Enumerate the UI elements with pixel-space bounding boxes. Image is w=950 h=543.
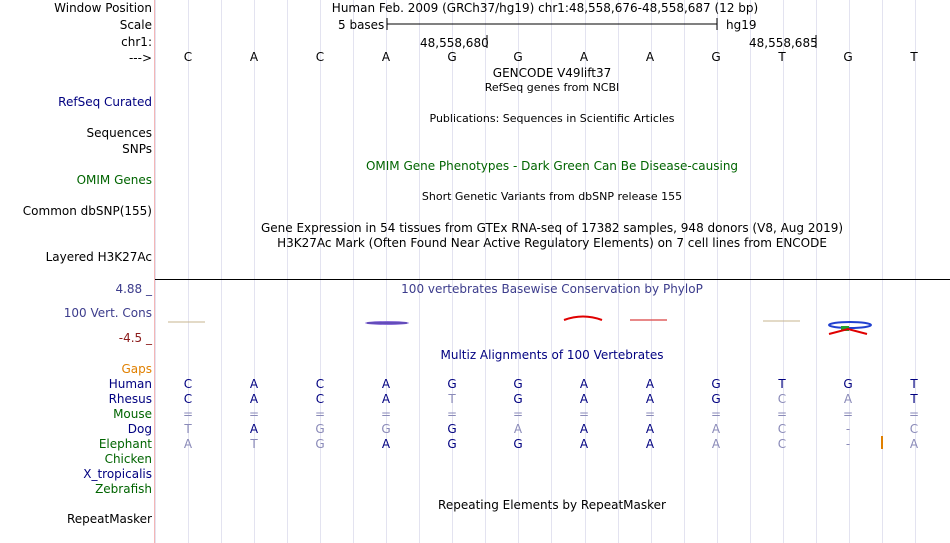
alignment-base: C (777, 437, 787, 451)
species-label-elephant[interactable]: Elephant (98, 437, 152, 451)
alignment-base: C (183, 377, 193, 391)
reference-base: C (183, 50, 193, 64)
gridline (221, 0, 222, 543)
alignment-base: A (381, 392, 391, 406)
refseq-track-subtitle[interactable]: RefSeq genes from NCBI (484, 81, 620, 94)
repeatmasker-track-title[interactable]: Repeating Elements by RepeatMasker (438, 498, 666, 512)
reference-base: T (910, 50, 918, 64)
alignment-base: = (248, 407, 260, 421)
cons-mark-6-base (829, 329, 867, 334)
cons-mark-3 (564, 317, 602, 321)
species-label-human[interactable]: Human (108, 377, 152, 391)
reference-base: T (778, 50, 786, 64)
species-label-zebrafish[interactable]: Zebrafish (95, 482, 152, 496)
repeatmasker-label[interactable]: RepeatMasker (66, 512, 152, 526)
alignment-base: A (645, 437, 655, 451)
reference-base: C (315, 50, 325, 64)
alignment-base: T (778, 377, 786, 391)
alignment-base: = (710, 407, 722, 421)
alignment-base: A (381, 377, 391, 391)
publications-track-title[interactable]: Publications: Sequences in Scientific Articles (429, 112, 675, 125)
common-dbsnp-label[interactable]: Common dbSNP(155) (22, 204, 152, 218)
assembly-label: hg19 (726, 18, 757, 32)
h3k27ac-track-title[interactable]: H3K27Ac Mark (Often Found Near Active Regulatory Elements) on 7 cell lines from ENCODE (277, 236, 827, 250)
strand-arrow-label[interactable]: ---> (128, 51, 152, 65)
species-label-x_tropicalis[interactable]: X_tropicalis (83, 467, 152, 481)
track-divider (155, 279, 950, 280)
gridline (882, 0, 883, 543)
species-label-mouse[interactable]: Mouse (113, 407, 152, 421)
coordinate-1: 48,558,680 (420, 36, 489, 50)
alignment-base: A (183, 437, 193, 451)
alignment-base: A (909, 437, 919, 451)
alignment-base: G (711, 392, 721, 406)
alignment-base: A (645, 422, 655, 436)
alignment-base: C (315, 377, 325, 391)
alignment-base: = (776, 407, 788, 421)
conservation-plot[interactable] (155, 312, 950, 336)
scale-label: Scale (119, 18, 152, 32)
gridline (188, 0, 189, 543)
reference-base: G (513, 50, 523, 64)
alignment-base: = (578, 407, 590, 421)
track-image[interactable] (155, 0, 950, 543)
dbsnp-track-title[interactable]: Short Genetic Variants from dbSNP release 155 (421, 190, 683, 203)
species-label-chicken[interactable]: Chicken (104, 452, 152, 466)
alignment-base: C (909, 422, 919, 436)
coordinate-2: 48,558,685 (749, 36, 818, 50)
gridline (287, 0, 288, 543)
alignment-base: T (184, 422, 192, 436)
gtex-track-title[interactable]: Gene Expression in 54 tissues from GTEx RNA-seq of 17382 samples, 948 donors (V8, Aug 2019) (260, 221, 844, 235)
alignment-base: A (645, 392, 655, 406)
species-label-rhesus[interactable]: Rhesus (108, 392, 152, 406)
conservation-min-label: -4.5 _ (118, 331, 152, 345)
alignment-base: G (447, 377, 457, 391)
cons-mark-6 (829, 322, 871, 328)
species-label-dog[interactable]: Dog (127, 422, 152, 436)
chromosome-label: chr1: (121, 35, 152, 49)
window-position-label: Window Position (54, 1, 152, 15)
alignment-base: = (446, 407, 458, 421)
alignment-base: G (447, 422, 457, 436)
gridline (155, 0, 156, 543)
reference-base: A (381, 50, 391, 64)
reference-base: A (579, 50, 589, 64)
alignment-base: = (512, 407, 524, 421)
refseq-curated-label[interactable]: RefSeq Curated (58, 95, 152, 109)
alignment-base: A (645, 377, 655, 391)
alignment-base: A (249, 377, 259, 391)
gaps-label[interactable]: Gaps (121, 362, 152, 376)
alignment-base: A (381, 437, 391, 451)
scale-bar (155, 0, 950, 60)
alignment-base: T (910, 392, 918, 406)
alignment-base: A (579, 392, 589, 406)
gridline (254, 0, 255, 543)
gridline (849, 0, 850, 543)
alignment-base: A (249, 392, 259, 406)
alignment-base: = (314, 407, 326, 421)
gencode-track-title[interactable]: GENCODE V49lift37 (492, 66, 612, 80)
alignment-base: T (910, 377, 918, 391)
alignment-base: C (183, 392, 193, 406)
conservation-max-label: 4.88 _ (115, 282, 152, 296)
alignment-base: A (579, 437, 589, 451)
gridline (816, 0, 817, 543)
snps-label[interactable]: SNPs (122, 142, 152, 156)
alignment-base: = (380, 407, 392, 421)
omim-genes-label[interactable]: OMIM Genes (76, 173, 152, 187)
gridline (320, 0, 321, 543)
gridline (915, 0, 916, 543)
conservation-track-title[interactable]: 100 vertebrates Basewise Conservation by PhyloP (401, 282, 703, 296)
alignment-base: A (843, 392, 853, 406)
vert-cons-label[interactable]: 100 Vert. Cons (63, 306, 152, 320)
alignment-base: T (250, 437, 258, 451)
alignment-base: G (381, 422, 391, 436)
alignment-base: G (315, 437, 325, 451)
alignment-base: C (777, 392, 787, 406)
alignment-base: G (513, 377, 523, 391)
alignment-base: T (448, 392, 456, 406)
alignment-base: G (447, 437, 457, 451)
alignment-base: A (711, 422, 721, 436)
reference-base: G (843, 50, 853, 64)
alignment-base: = (182, 407, 194, 421)
alignment-base: = (644, 407, 656, 421)
reference-base: G (447, 50, 457, 64)
alignment-base: G (513, 437, 523, 451)
sequences-label[interactable]: Sequences (86, 126, 152, 140)
alignment-base: = (908, 407, 920, 421)
reference-base: A (645, 50, 655, 64)
alignment-base: G (711, 377, 721, 391)
alignment-base: A (513, 422, 523, 436)
alignment-base: G (843, 377, 853, 391)
track-labels-panel (0, 0, 155, 543)
alignment-base: A (711, 437, 721, 451)
alignment-base: G (315, 422, 325, 436)
alignment-base: - (845, 422, 851, 436)
reference-base: G (711, 50, 721, 64)
gap-marker (881, 436, 883, 449)
alignment-base: = (842, 407, 854, 421)
gridline (783, 0, 784, 543)
alignment-base: A (249, 422, 259, 436)
alignment-base: C (315, 392, 325, 406)
alignment-base: G (513, 392, 523, 406)
alignment-base: A (579, 422, 589, 436)
window-position-title: Human Feb. 2009 (GRCh37/hg19) chr1:48,558,676-48,558,687 (12 bp) (331, 1, 759, 15)
alignment-base: A (579, 377, 589, 391)
omim-track-title[interactable]: OMIM Gene Phenotypes - Dark Green Can Be Disease-causing (365, 159, 739, 173)
alignment-base: C (777, 422, 787, 436)
layered-h3k27ac-label[interactable]: Layered H3K27Ac (45, 250, 152, 264)
alignment-base: - (845, 437, 851, 451)
scale-bar-text: 5 bases (338, 18, 385, 32)
reference-base: A (249, 50, 259, 64)
multiz-track-title[interactable]: Multiz Alignments of 100 Vertebrates (440, 348, 664, 362)
